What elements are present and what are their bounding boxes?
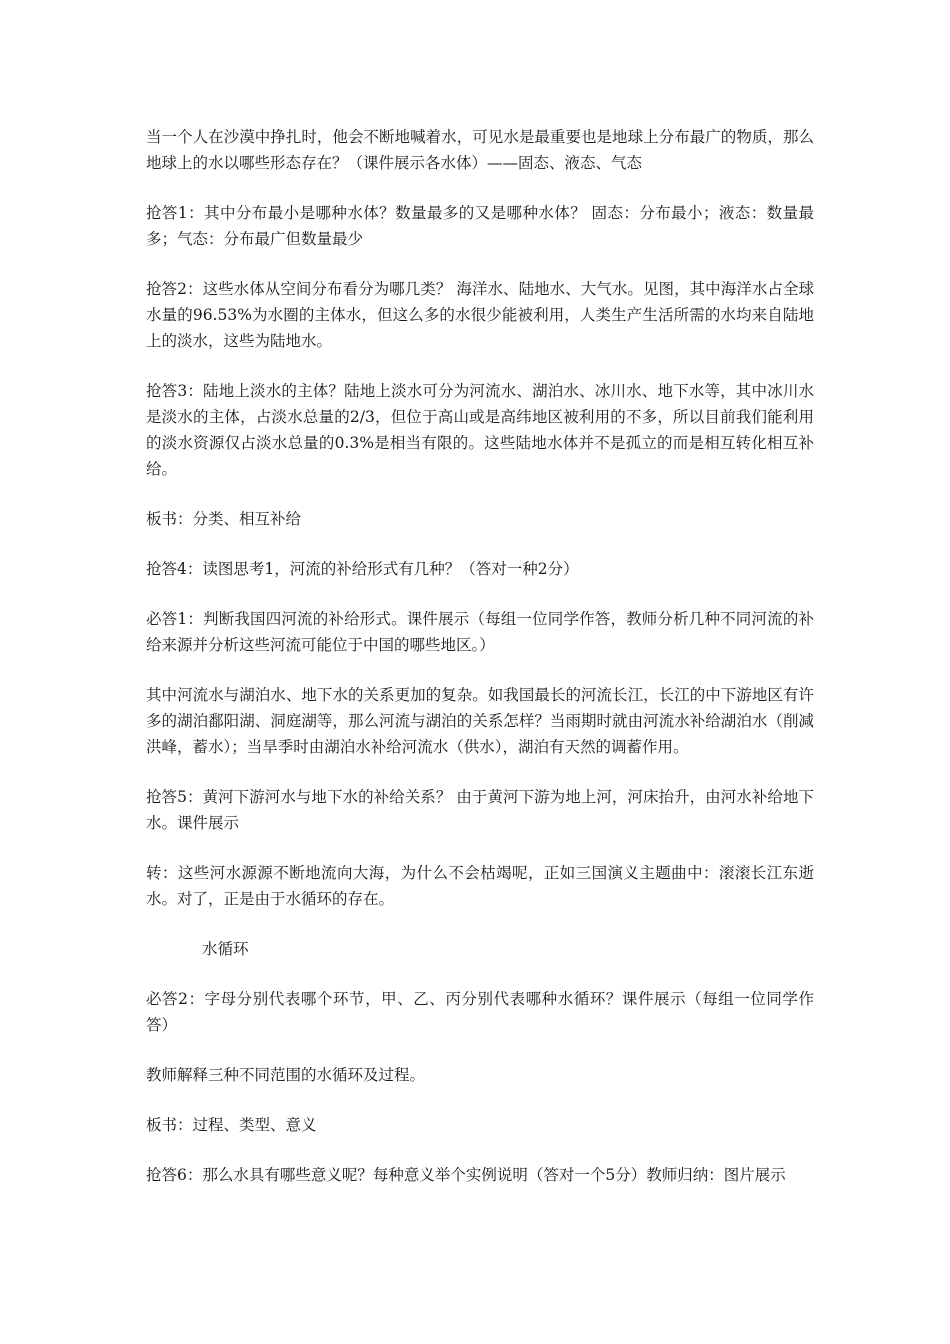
paragraph-required-1: 必答1：判断我国四河流的补给形式。课件展示（每组一位同学作答，教师分析几种不同河流的补给来源并分析这些河流可能位于中国的哪些地区。）: [146, 610, 814, 654]
paragraph-question-5: 抢答5：黄河下游河水与地下水的补给关系？ 由于黄河下游为地上河，河床抬升，由河水补给地下水。课件展示: [146, 788, 814, 832]
paragraph-question-3: 抢答3：陆地上淡水的主体？陆地上淡水可分为河流水、湖泊水、冰川水、地下水等，其中冰川水是淡水的主体，占淡水总量的2/3，但位于高山或是高纬地区被利用的不多，所以目前我们能利用的淡水资源仅占淡水总量的0.3%是相当有限的。这些陆地水体并不是孤立的而是相互转化相互补给。: [146, 382, 814, 478]
paragraph-river-lake-relation: 其中河流水与湖泊水、地下水的关系更加的复杂。如我国最长的河流长江，长江的中下游地区有许多的湖泊鄱阳湖、洞庭湖等，那么河流与湖泊的关系怎样？当雨期时就由河流水补给湖泊水（削减洪峰，蓄水）；当旱季时由湖泊水补给河流水（供水），湖泊有天然的调蓄作用。: [146, 686, 814, 756]
paragraph-question-2: 抢答2：这些水体从空间分布看分为哪几类？ 海洋水、陆地水、大气水。见图，其中海洋水占全球水量的96.53%为水圈的主体水，但这么多的水很少能被利用，人类生产生活所需的水均来自陆地上的淡水，这些为陆地水。: [146, 280, 814, 350]
paragraph-question-1: 抢答1：其中分布最小是哪种水体？数量最多的又是哪种水体？ 固态：分布最小；液态：数量最多；气态：分布最广但数量最少: [146, 204, 814, 248]
paragraph-intro: 当一个人在沙漠中挣扎时，他会不断地喊着水，可见水是最重要也是地球上分布最广的物质，那么地球上的水以哪些形态存在？（课件展示各水体）——固态、液态、气态: [146, 128, 814, 172]
paragraph-board-notes-1: 板书：分类、相互补给: [146, 510, 302, 528]
document-page: [146, 124, 814, 1212]
section-heading-water-cycle: 水循环: [202, 940, 249, 958]
paragraph-question-4: 抢答4：读图思考1，河流的补给形式有几种？（答对一种2分）: [146, 560, 579, 578]
paragraph-question-6: 抢答6：那么水具有哪些意义呢？每种意义举个实例说明（答对一个5分）教师归纳：图片展示: [146, 1166, 786, 1184]
paragraph-required-2: 必答2：字母分别代表哪个环节，甲、乙、丙分别代表哪种水循环？课件展示（每组一位同学作答）: [146, 990, 814, 1034]
paragraph-teacher-explain: 教师解释三种不同范围的水循环及过程。: [146, 1066, 426, 1084]
paragraph-board-notes-2: 板书：过程、类型、意义: [146, 1116, 317, 1134]
paragraph-transition: 转：这些河水源源不断地流向大海，为什么不会枯竭呢，正如三国演义主题曲中：滚滚长江东逝水。对了，正是由于水循环的存在。: [146, 864, 814, 908]
